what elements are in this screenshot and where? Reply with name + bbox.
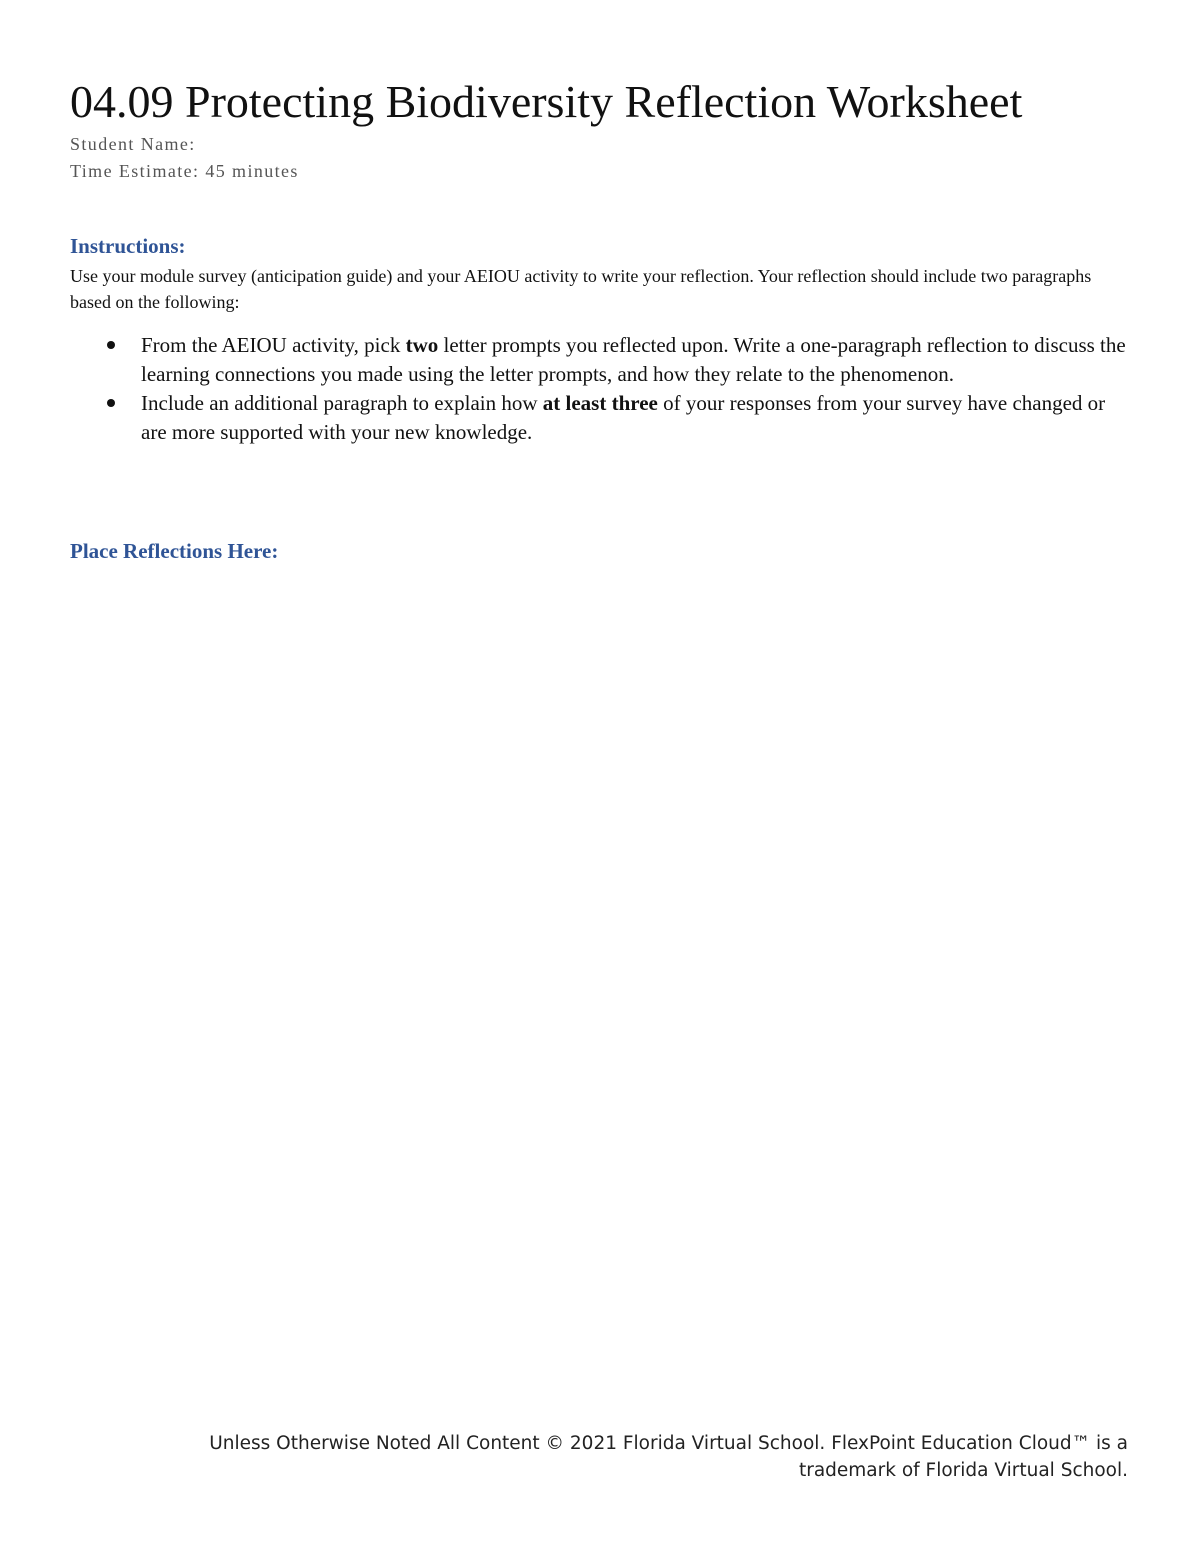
list-item xyxy=(70,331,1130,389)
bullet-icon xyxy=(107,399,115,407)
list-item xyxy=(70,389,1130,447)
bullet-text-before: From the AEIOU activity, pick xyxy=(141,333,406,357)
student-name-label: Student Name: xyxy=(70,134,196,154)
copyright-footer xyxy=(28,1430,1128,1484)
instructions-intro: Use your module survey (anticipation guide) and your AEIOU activity to write your reflection. Your reflection should include two paragraphs based on the following: xyxy=(70,266,1092,312)
footer-line-1: Unless Otherwise Noted All Content © 2021 Florida Virtual School. FlexPoint Education Cloud™ is a xyxy=(209,1433,1128,1454)
bullet-text-bold: two xyxy=(405,333,439,357)
page-title: 04.09 Protecting Biodiversity Reflection Worksheet xyxy=(70,76,1023,127)
bullet-icon xyxy=(107,341,115,349)
bullet-text-after: letter prompts you reflected upon. Write a one-paragraph reflection to discuss the learning connections you made using the letter prompts, and how they relate to the phenomenon. xyxy=(141,333,1126,386)
footer-line-2: trademark of Florida Virtual School. xyxy=(798,1460,1128,1481)
bullet-text-bold: at least three xyxy=(542,391,658,415)
time-estimate: Time Estimate: 45 minutes xyxy=(70,161,299,181)
bullet-text-after: of your responses from your survey have changed or are more supported with your new knowledge. xyxy=(141,391,1106,444)
instructions-list xyxy=(70,331,1130,447)
reflections-heading: Place Reflections Here: xyxy=(70,539,279,563)
instructions-heading: Instructions: xyxy=(70,234,186,258)
bullet-text-before: Include an additional paragraph to explain how xyxy=(141,391,543,415)
